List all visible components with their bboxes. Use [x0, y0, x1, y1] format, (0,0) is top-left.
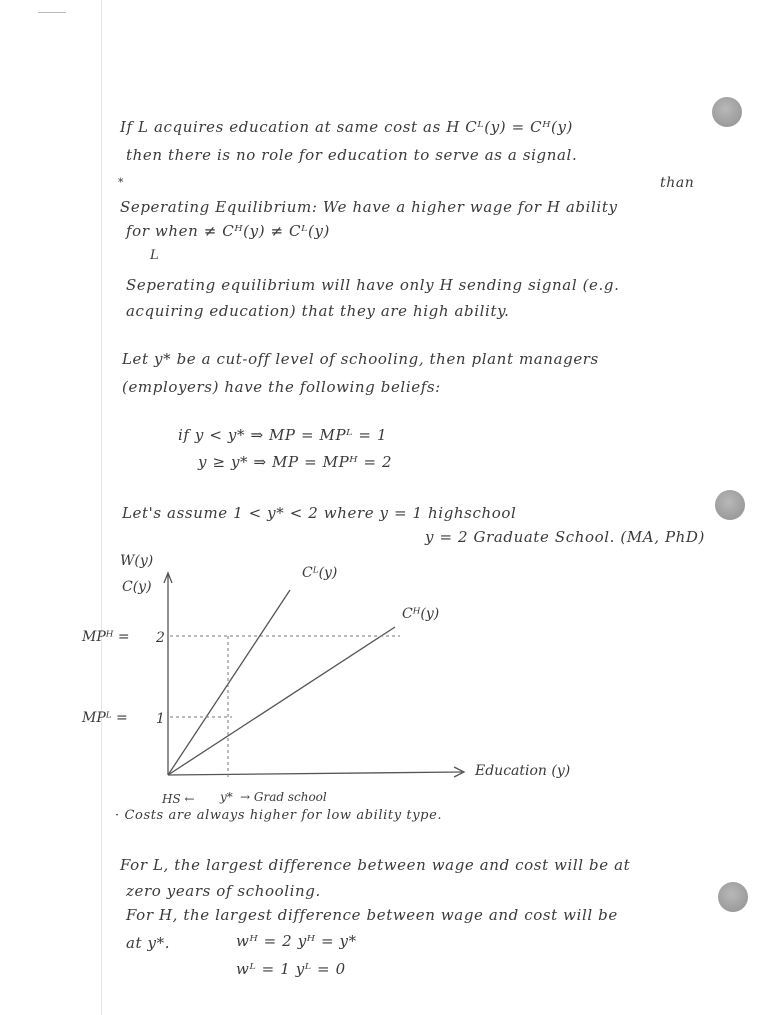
note-than: than [660, 175, 695, 191]
note-line-4-sub: L [150, 248, 160, 263]
note-line-15: zero years of schooling. [126, 882, 321, 900]
y-axis-label-wage: W(y) [120, 553, 154, 569]
note-line-13: · Costs are always higher for low ability type. [115, 808, 443, 823]
note-line-16: For H, the largest difference between wage and cost will be [126, 906, 618, 924]
grad-school-label: → Grad school [240, 790, 327, 804]
note-line-17a: wᴴ = 2 yᴴ = y* [236, 932, 357, 950]
note-line-4: for when ≠ Cᴴ(y) ≠ Cᴸ(y) [126, 222, 330, 240]
note-line-7: Let y* be a cut-off level of schooling, then plant managers [122, 350, 599, 368]
mp-low-label: MPᴸ = [82, 710, 128, 726]
star-mark: * [118, 176, 125, 189]
cost-high-line [168, 627, 395, 775]
cost-low-line [168, 590, 290, 775]
hs-label: HS ← [162, 792, 195, 806]
mp-high-value: 2 [156, 630, 165, 646]
belief-line-2: y ≥ y* ⇒ MP = MPᴴ = 2 [198, 453, 393, 471]
x-axis [168, 772, 462, 775]
y-axis-label-cost: C(y) [122, 579, 152, 595]
signaling-graph [70, 545, 590, 810]
scan-mark [38, 12, 66, 13]
punch-hole-middle [715, 490, 745, 520]
note-line-3: Seperating Equilibrium: We have a higher wage for H ability [120, 198, 618, 216]
note-line-1: If L acquires education at same cost as H Cᴸ(y) = Cᴴ(y) [120, 118, 574, 136]
punch-hole-bottom [718, 882, 748, 912]
cost-low-label: Cᴸ(y) [302, 565, 338, 581]
mp-high-label: MPᴴ = [82, 629, 130, 645]
note-line-12: y = 2 Graduate School. (MA, PhD) [425, 528, 706, 546]
note-line-5: Seperating equilibrium will have only H sending signal (e.g. [126, 276, 620, 294]
belief-line-1: if y < y* ⇒ MP = MPᴸ = 1 [178, 426, 388, 444]
punch-hole-top [712, 97, 742, 127]
mp-low-value: 1 [156, 711, 165, 727]
note-line-8: (employers) have the following beliefs: [122, 378, 441, 396]
note-line-2: then there is no role for education to serve as a signal. [126, 146, 578, 164]
note-line-18: wᴸ = 1 yᴸ = 0 [236, 960, 346, 978]
note-line-17: at y*. [126, 934, 171, 952]
page-margin-line [101, 0, 102, 1015]
x-axis-label: Education (y) [475, 763, 571, 779]
note-line-14: For L, the largest difference between wage and cost will be at [120, 856, 631, 874]
ystar-label: y* [220, 790, 233, 804]
cost-high-label: Cᴴ(y) [402, 606, 440, 622]
note-line-6: acquiring education) that they are high ability. [126, 302, 510, 320]
note-line-11: Let's assume 1 < y* < 2 where y = 1 highschool [122, 504, 517, 522]
